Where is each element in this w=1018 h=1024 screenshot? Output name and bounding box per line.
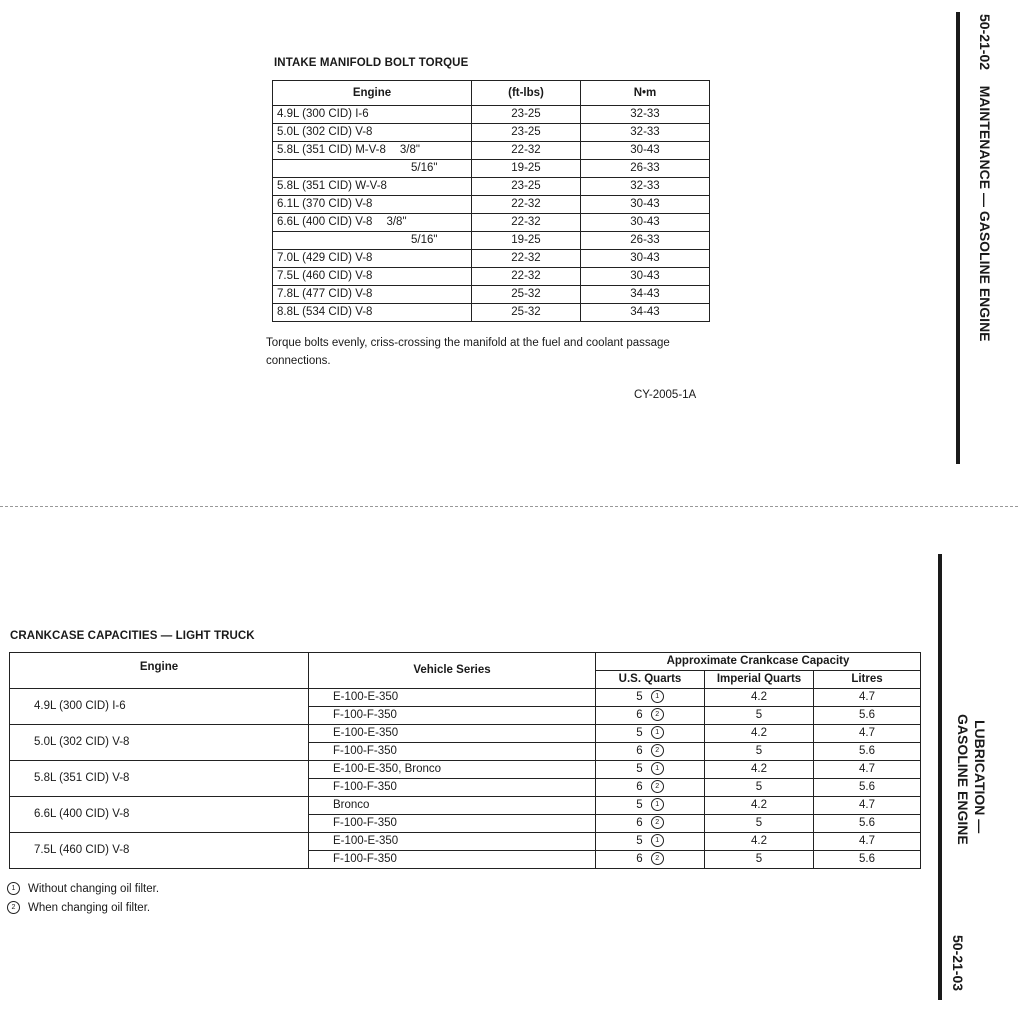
nm-cell: 26-33 [581, 232, 710, 250]
footnote-2 [7, 899, 150, 917]
ftlbs-cell: 23-25 [472, 178, 581, 196]
us-quarts-value: 5 [636, 835, 643, 847]
table-row [10, 797, 921, 815]
vehicle-series-cell: E-100-E-350 [309, 689, 596, 707]
imperial-quarts-cell: 4.2 [705, 725, 814, 743]
bottom-page-number: 50-21-03 [950, 935, 966, 992]
engine-label: 7.8L (477 CID) V-8 [277, 288, 373, 300]
nm-cell: 30-43 [581, 142, 710, 160]
imperial-quarts-cell: 5 [705, 851, 814, 869]
engine-cell [273, 106, 472, 124]
litres-cell: 5.6 [814, 707, 921, 725]
us-quarts-cell [596, 761, 705, 779]
engine-cell: 5.0L (302 CID) V-8 [10, 725, 309, 761]
footnote-mark-icon: 1 [651, 726, 664, 739]
us-quarts-cell [596, 851, 705, 869]
us-quarts-cell [596, 779, 705, 797]
litres-cell: 4.7 [814, 689, 921, 707]
engine-label: 5.8L (351 CID) M-V-8 [277, 144, 386, 156]
ftlbs-cell: 22-32 [472, 250, 581, 268]
engine-cell [273, 268, 472, 286]
column-header-nm: N•m [581, 81, 710, 106]
column-header-us-quarts: U.S. Quarts [596, 671, 705, 689]
vehicle-series-cell: E-100-E-350 [309, 725, 596, 743]
engine-cell [273, 232, 472, 250]
top-page-number: 50-21-02 [977, 14, 993, 71]
engine-label: 7.0L (429 CID) V-8 [277, 252, 373, 264]
top-page-rule [956, 12, 960, 464]
footnote-mark-icon: 2 [651, 708, 664, 721]
table-row [273, 214, 710, 232]
engine-cell [273, 286, 472, 304]
footnote-mark-icon: 2 [651, 744, 664, 757]
nm-cell: 32-33 [581, 124, 710, 142]
intake-torque-title: INTAKE MANIFOLD BOLT TORQUE [274, 57, 469, 69]
table-row [273, 250, 710, 268]
nm-cell: 30-43 [581, 214, 710, 232]
torque-note: Torque bolts evenly, criss-crossing the manifold at the fuel and coolant passage connections. [266, 337, 670, 367]
ftlbs-cell: 22-32 [472, 214, 581, 232]
engine-cell: 6.6L (400 CID) V-8 [10, 797, 309, 833]
table-header-row [273, 81, 710, 106]
imperial-quarts-cell: 4.2 [705, 761, 814, 779]
litres-cell: 5.6 [814, 851, 921, 869]
table-row [273, 268, 710, 286]
nm-cell: 30-43 [581, 250, 710, 268]
top-page-header [977, 14, 993, 342]
bottom-section-title-1: LUBRICATION — [972, 720, 988, 834]
column-header-imperial-quarts: Imperial Quarts [705, 671, 814, 689]
litres-cell: 4.7 [814, 761, 921, 779]
bottom-section-title-2: GASOLINE ENGINE [955, 714, 971, 845]
engine-label: 4.9L (300 CID) I-6 [277, 108, 369, 120]
vehicle-series-cell: F-100-F-350 [309, 851, 596, 869]
litres-cell: 4.7 [814, 833, 921, 851]
crankcase-body [10, 689, 921, 869]
imperial-quarts-cell: 4.2 [705, 833, 814, 851]
table-header-row [10, 653, 921, 671]
litres-cell: 4.7 [814, 725, 921, 743]
vehicle-series-cell: F-100-F-350 [309, 815, 596, 833]
engine-label: 7.5L (460 CID) V-8 [277, 270, 373, 282]
ftlbs-cell: 19-25 [472, 232, 581, 250]
nm-cell: 30-43 [581, 268, 710, 286]
us-quarts-value: 5 [636, 763, 643, 775]
us-quarts-cell [596, 833, 705, 851]
ftlbs-cell: 23-25 [472, 124, 581, 142]
column-header-ftlbs: (ft-lbs) [472, 81, 581, 106]
us-quarts-value: 5 [636, 691, 643, 703]
footnote-mark-icon: 2 [651, 780, 664, 793]
nm-cell: 32-33 [581, 106, 710, 124]
us-quarts-cell [596, 815, 705, 833]
ftlbs-cell: 25-32 [472, 286, 581, 304]
crankcase-title: CRANKCASE CAPACITIES — LIGHT TRUCK [10, 630, 255, 642]
us-quarts-cell [596, 707, 705, 725]
engine-cell [273, 160, 472, 178]
footnote-1 [7, 880, 159, 898]
table-row [10, 761, 921, 779]
vehicle-series-cell: Bronco [309, 797, 596, 815]
column-header-series: Vehicle Series [309, 653, 596, 689]
page-divider [0, 506, 1018, 507]
vehicle-series-cell: E-100-E-350 [309, 833, 596, 851]
nm-cell: 34-43 [581, 286, 710, 304]
vehicle-series-cell: F-100-F-350 [309, 743, 596, 761]
top-section-title: MAINTENANCE — GASOLINE ENGINE [977, 85, 993, 342]
engine-cell [273, 142, 472, 160]
footnote-mark-icon: 1 [651, 834, 664, 847]
bolt-size-label: 3/8" [399, 144, 420, 156]
engine-label: 5.0L (302 CID) V-8 [277, 126, 373, 138]
column-header-engine: Engine [10, 653, 309, 689]
footnote-mark-icon: 1 [651, 690, 664, 703]
litres-cell: 4.7 [814, 797, 921, 815]
engine-cell [273, 196, 472, 214]
bolt-size-label: 3/8" [386, 216, 407, 228]
vehicle-series-cell: E-100-E-350, Bronco [309, 761, 596, 779]
us-quarts-cell [596, 743, 705, 761]
engine-cell: 5.8L (351 CID) V-8 [10, 761, 309, 797]
footnote-mark-icon: 2 [651, 816, 664, 829]
table-row [10, 689, 921, 707]
us-quarts-value: 5 [636, 727, 643, 739]
table-row [273, 106, 710, 124]
table-row [10, 833, 921, 851]
table-row [273, 160, 710, 178]
us-quarts-cell [596, 797, 705, 815]
us-quarts-cell [596, 725, 705, 743]
engine-label: 8.8L (534 CID) V-8 [277, 306, 373, 318]
ftlbs-cell: 22-32 [472, 196, 581, 214]
ftlbs-cell: 23-25 [472, 106, 581, 124]
imperial-quarts-cell: 5 [705, 707, 814, 725]
table-row [273, 142, 710, 160]
engine-cell [273, 304, 472, 322]
bolt-size-label: 5/16" [411, 234, 438, 246]
nm-cell: 34-43 [581, 304, 710, 322]
ftlbs-cell: 25-32 [472, 304, 581, 322]
footnote-2-text: When changing oil filter. [28, 902, 151, 914]
us-quarts-value: 6 [636, 781, 643, 793]
engine-cell [273, 250, 472, 268]
footnote-mark-1-icon: 1 [7, 882, 20, 895]
table-row [273, 286, 710, 304]
engine-cell: 4.9L (300 CID) I-6 [10, 689, 309, 725]
column-header-litres: Litres [814, 671, 921, 689]
us-quarts-cell [596, 689, 705, 707]
engine-cell: 7.5L (460 CID) V-8 [10, 833, 309, 869]
nm-cell: 30-43 [581, 196, 710, 214]
litres-cell: 5.6 [814, 743, 921, 761]
table-row [10, 725, 921, 743]
engine-label: 5.8L (351 CID) W-V-8 [277, 180, 387, 192]
nm-cell: 32-33 [581, 178, 710, 196]
footnote-mark-icon: 2 [651, 852, 664, 865]
imperial-quarts-cell: 5 [705, 815, 814, 833]
engine-label: 6.6L (400 CID) V-8 [277, 216, 373, 228]
litres-cell: 5.6 [814, 779, 921, 797]
table-row [273, 196, 710, 214]
footnote-mark-icon: 1 [651, 798, 664, 811]
footnote-mark-2-icon: 2 [7, 901, 20, 914]
imperial-quarts-cell: 4.2 [705, 797, 814, 815]
intake-torque-body [273, 106, 710, 322]
intake-torque-table [272, 80, 710, 322]
us-quarts-value: 6 [636, 709, 643, 721]
us-quarts-value: 6 [636, 745, 643, 757]
ftlbs-cell: 22-32 [472, 142, 581, 160]
imperial-quarts-cell: 5 [705, 779, 814, 797]
engine-cell [273, 178, 472, 196]
table-row [273, 304, 710, 322]
bottom-page-rule [938, 554, 942, 1000]
imperial-quarts-cell: 5 [705, 743, 814, 761]
us-quarts-value: 6 [636, 817, 643, 829]
vehicle-series-cell: F-100-F-350 [309, 779, 596, 797]
litres-cell: 5.6 [814, 815, 921, 833]
crankcase-table [9, 652, 921, 869]
table-row [273, 178, 710, 196]
engine-cell [273, 124, 472, 142]
figure-code: CY-2005-1A [634, 389, 697, 401]
ftlbs-cell: 19-25 [472, 160, 581, 178]
imperial-quarts-cell: 4.2 [705, 689, 814, 707]
table-row [273, 124, 710, 142]
table-row [273, 232, 710, 250]
bolt-size-label: 5/16" [411, 162, 438, 174]
engine-cell [273, 214, 472, 232]
vehicle-series-cell: F-100-F-350 [309, 707, 596, 725]
footnote-mark-icon: 1 [651, 762, 664, 775]
column-header-engine: Engine [273, 81, 472, 106]
footnote-1-text: Without changing oil filter. [28, 883, 160, 895]
column-header-capacity: Approximate Crankcase Capacity [596, 653, 921, 671]
nm-cell: 26-33 [581, 160, 710, 178]
us-quarts-value: 6 [636, 853, 643, 865]
ftlbs-cell: 22-32 [472, 268, 581, 286]
us-quarts-value: 5 [636, 799, 643, 811]
engine-label: 6.1L (370 CID) V-8 [277, 198, 373, 210]
